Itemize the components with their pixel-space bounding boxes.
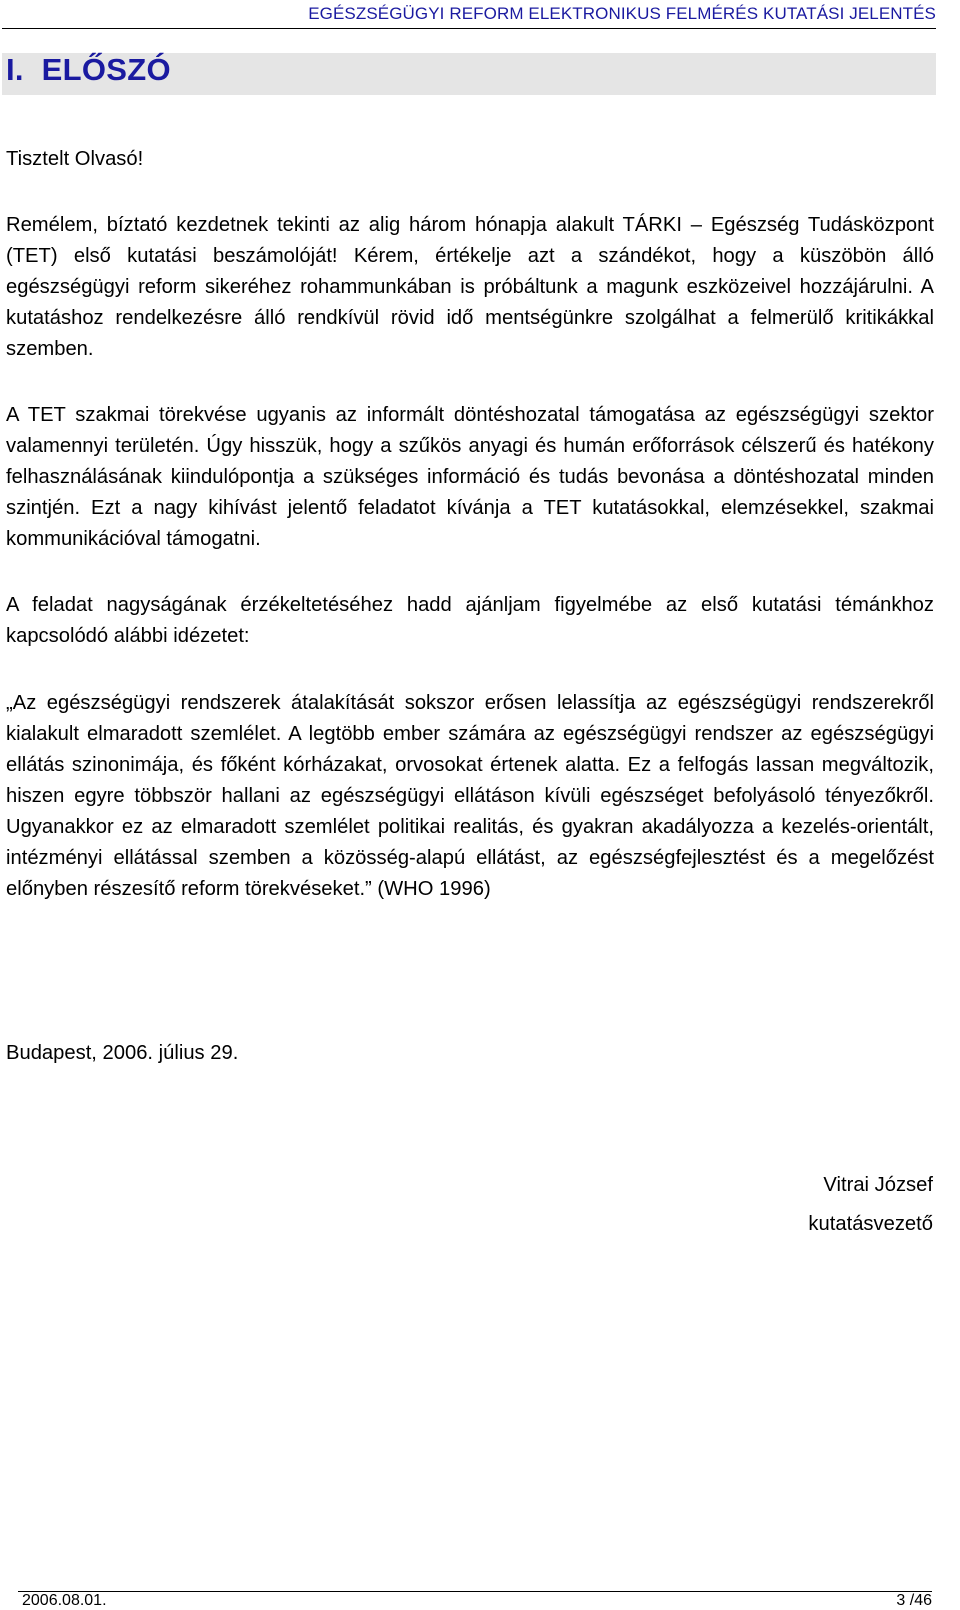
running-header: EGÉSZSÉGÜGYI REFORM ELEKTRONIKUS FELMÉRÉS KUTATÁSI JELENTÉS bbox=[308, 4, 936, 23]
footer-date: 2006.08.01. bbox=[22, 1592, 107, 1609]
paragraph-intro: Remélem, bíztató kezdetnek tekinti az alig három hónapja alakult TÁRKI – Egészség Tudásközpont (TET) első kutatási beszámolóját! Kérem, értékelje azt a szándékot, hogy a küszöbön álló egészségügyi reform sikeréhez rohammunkában is próbáltunk a magunk eszközeivel hozzájárulni. A kutatáshoz rendelkezésre álló rendkívül rövid idő mentségünkre szolgálhat a felmerülő kritikákkal szemben. bbox=[6, 214, 934, 360]
signature-role: kutatásvezető bbox=[808, 1213, 933, 1235]
salutation: Tisztelt Olvasó! bbox=[6, 148, 144, 170]
place-and-date: Budapest, 2006. július 29. bbox=[6, 1042, 239, 1064]
header-rule bbox=[2, 28, 936, 29]
page-number: 3 /46 bbox=[896, 1592, 932, 1609]
footer-rule bbox=[18, 1591, 932, 1592]
signature-name: Vitrai József bbox=[823, 1174, 933, 1196]
chapter-title: I. ELŐSZÓ bbox=[6, 52, 171, 87]
who-quotation: „Az egészségügyi rendszerek átalakítását sokszor erősen lelassítja az egészségügyi rendszerekről kialakult elmaradott szemlélet. A legtöbb ember számára az egészségügyi rendszer az egészségügyi ellátás szinonimája, és főként kórházakat, orvosokat értenek alatta. Ez a felfogás lassan megváltozik, hiszen egyre többször hallani az egészségügyi ellátáson kívüli egészséget befolyásoló tényezőkről. Ugyanakkor ez az elmaradott szemlélet politikai realitás, és gyakran akadályozza a kezelés-orientált, intézményi ellátással szemben a közösség-alapú ellátást, az egészségfejlesztést és a megelőzést előnyben részesítő reform törekvéseket.” (WHO 1996) bbox=[6, 692, 934, 900]
paragraph-quote-intro: A feladat nagyságának érzékeltetéséhez hadd ajánljam figyelmébe az első kutatási témánkhoz kapcsolódó alábbi idézetet: bbox=[6, 594, 934, 647]
paragraph-mission: A TET szakmai törekvése ugyanis az informált döntéshozatal támogatása az egészségügyi szektor valamennyi területén. Úgy hisszük, hogy a szűkös anyagi és humán erőforrások célszerű és hatékony felhasználásának kiindulópontja a szükséges információ és tudás bevonása a döntéshozatal minden szintjén. Ezt a nagy kihívást jelentő feladatot kívánja a TET kutatásokkal, elemzésekkel, szakmai kommunikációval támogatni. bbox=[6, 404, 934, 550]
